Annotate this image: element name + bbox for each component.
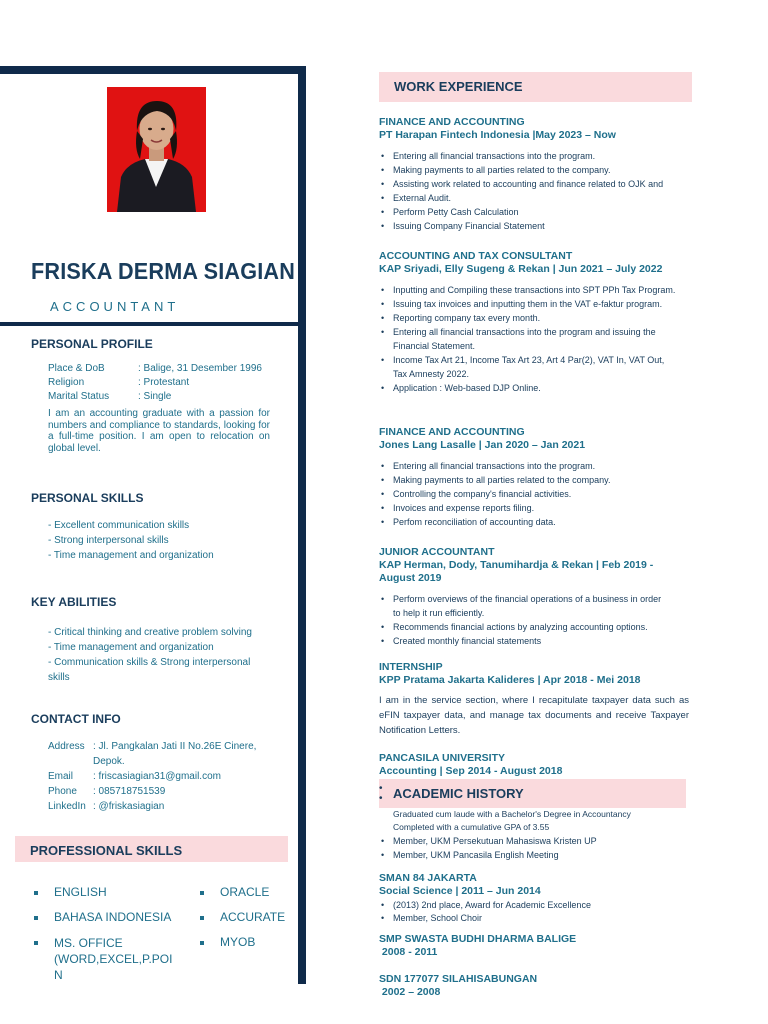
skill-item: ENGLISH (32, 885, 182, 910)
name-divider (0, 322, 298, 326)
job-duties (379, 283, 679, 395)
skill-item: ORACLE (198, 885, 293, 910)
profile-summary: I am an accounting graduate with a passion for numbers and compliance to standards, looking for a full-time position. I am open to relocation on global level. (48, 408, 270, 454)
square-bullet-icon (200, 891, 204, 895)
job-company: PT Harapan Fintech Indonesia |May 2023 – Now (379, 129, 616, 141)
professional-skills-col1 (32, 885, 182, 983)
job-title: FINANCE AND ACCOUNTING (379, 116, 525, 128)
list-item: • Entering all financial transactions into the program and issuing the Financial Statement. (379, 325, 679, 353)
list-item: - Time management and organization (48, 642, 214, 653)
school-title: SMAN 84 JAKARTA (379, 872, 477, 884)
school-title: SMP SWASTA BUDHI DHARMA BALIGE (379, 933, 577, 945)
skill-item: ACCURATE (198, 910, 293, 935)
job-duties (379, 459, 689, 529)
school-detail: 2008 - 2011 (379, 946, 438, 958)
list-item: • Reporting company tax every month. (379, 311, 679, 325)
job-role: ACCOUNTANT (50, 299, 180, 314)
professional-skills-col2 (198, 885, 293, 949)
list-item: - Excellent communication skills (48, 520, 190, 531)
contact-row-linkedin: LinkedIn : @friskasiagian (48, 801, 165, 812)
profile-photo (107, 87, 206, 212)
list-item: • Invoices and expense reports filing. (379, 501, 689, 515)
professional-skills-heading: PROFESSIONAL SKILLS (30, 843, 183, 858)
work-experience-heading: WORK EXPERIENCE (394, 79, 523, 94)
square-bullet-icon (34, 916, 38, 920)
academic-history-heading: ACADEMIC HISTORY (393, 786, 524, 801)
list-item: - Critical thinking and creative problem solving (48, 627, 252, 638)
internship-description: I am in the service section, where I recapitulate taxpayer data such as eFIN taxpayer data, and manage tax documents and receive Taxpayer Notification Letters. (379, 695, 689, 736)
profile-row: Religion : Protestant (48, 377, 190, 388)
list-item: • Perfom reconciliation of accounting data. (379, 515, 689, 529)
list-item: • Issuing Company Financial Statement (379, 219, 699, 233)
skill-item: MYOB (198, 935, 293, 949)
list-item: • Member, School Choir (379, 912, 679, 925)
list-item: - Strong interpersonal skills (48, 535, 169, 546)
school-detail: Social Science | 2011 – Jun 2014 (379, 885, 541, 897)
key-abilities-heading: KEY ABILITIES (31, 595, 117, 609)
job-entry (379, 116, 699, 233)
university-entry (379, 752, 689, 778)
job-company: KAP Sriyadi, Elly Sugeng & Rekan | Jun 2021 – July 2022 (379, 263, 663, 275)
list-item: • Making payments to all parties related to the company. (379, 473, 689, 487)
personal-profile-heading: PERSONAL PROFILE (31, 337, 153, 351)
personal-profile-details (48, 362, 278, 404)
list-item: • Making payments to all parties related to the company. (379, 163, 699, 177)
list-item: • (2013) 2nd place, Award for Academic Excellence (379, 899, 679, 912)
list-item: • Entering all financial transactions into the program. (379, 149, 699, 163)
job-entry (379, 426, 689, 529)
list-item: • Assisting work related to accounting and finance related to OJK and (379, 177, 699, 191)
junior-highschool-entry (379, 933, 679, 959)
list-item: • Controlling the company's financial activities. (379, 487, 689, 501)
personal-skills-heading: PERSONAL SKILLS (31, 491, 144, 505)
list-item: • Perform overviews of the financial operations of a business in order to help it run efficiently. (379, 592, 669, 620)
job-title: ACCOUNTING AND TAX CONSULTANT (379, 250, 573, 262)
highschool-entry (379, 872, 679, 925)
left-panel-right-bar (298, 66, 306, 984)
internship-entry (379, 661, 689, 738)
job-duties (379, 592, 669, 648)
full-name: FRISKA DERMA SIAGIAN (31, 258, 296, 284)
square-bullet-icon (200, 916, 204, 920)
university-activities (379, 834, 679, 862)
university-title: PANCASILA UNIVERSITY (379, 752, 506, 764)
contact-details (48, 739, 273, 814)
contact-row-email: Email : friscasiagian31@gmail.com (48, 771, 221, 782)
list-item: - Time management and organization (48, 550, 214, 561)
internship-title: INTERNSHIP (379, 661, 443, 673)
job-company: KAP Herman, Dody, Tanumihardja & Rekan | Feb 2019 - August 2019 (379, 559, 654, 584)
skill-item: BAHASA INDONESIA (32, 910, 182, 935)
profile-row: Place & DoB : Balige, 31 Desember 1996 (48, 363, 262, 374)
school-title: SDN 177077 SILAHISABUNGAN (379, 973, 538, 985)
list-item: • Application : Web-based DJP Online. (379, 381, 679, 395)
school-activities (379, 899, 679, 925)
list-item: • External Audit. (379, 191, 699, 205)
bullet-icon: • • (379, 783, 383, 804)
job-title: FINANCE AND ACCOUNTING (379, 426, 525, 438)
contact-row-address: Address : Jl. Pangkalan Jati II No.26E Cinere, Depok. (48, 741, 257, 767)
list-item: • Created monthly financial statements (379, 634, 669, 648)
job-duties (379, 149, 699, 233)
list-item: • Perform Petty Cash Calculation (379, 205, 699, 219)
square-bullet-icon (200, 941, 204, 945)
job-entry (379, 250, 679, 395)
square-bullet-icon (34, 891, 38, 895)
job-company: Jones Lang Lasalle | Jan 2020 – Jan 2021 (379, 439, 586, 451)
contact-info-heading: CONTACT INFO (31, 712, 121, 726)
list-item: • Member, UKM Persekutuan Mahasiswa Kristen UP (379, 834, 679, 848)
profile-row: Marital Status : Single (48, 391, 172, 402)
elementary-school-entry (379, 973, 679, 999)
school-detail: 2002 – 2008 (379, 986, 441, 998)
job-entry (379, 546, 679, 648)
key-abilities-list (48, 625, 274, 685)
list-item: • Issuing tax invoices and inputting them in the VAT e-faktur program. (379, 297, 679, 311)
list-item: • Member, UKM Pancasila English Meeting (379, 848, 679, 862)
list-item: • Inputting and Compiling these transactions into SPT PPh Tax Program. (379, 283, 679, 297)
list-item: - Communication skills & Strong interpersonal skills (48, 657, 251, 683)
internship-company: KPP Pratama Jakarta Kalideres | Apr 2018 - Mei 2018 (379, 674, 641, 686)
university-detail: Accounting | Sep 2014 - August 2018 (379, 765, 563, 777)
list-item: Graduated cum laude with a Bachelor's Degree in Accountancy Completed with a cumulative GPA of 3.55 (393, 809, 631, 832)
list-item: • Recommends financial actions by analyzing accounting options. (379, 620, 669, 634)
skill-item: MS. OFFICE (WORD,EXCEL,P.POIN (32, 935, 182, 983)
square-bullet-icon (34, 941, 38, 945)
university-achievements (379, 808, 679, 862)
list-item: • Entering all financial transactions into the program. (379, 459, 689, 473)
job-title: JUNIOR ACCOUNTANT (379, 546, 495, 558)
left-panel-top-bar (0, 66, 306, 74)
contact-row-phone: Phone : 085718751539 (48, 786, 166, 797)
list-item: • Income Tax Art 21, Income Tax Art 23, Art 4 Par(2), VAT In, VAT Out, Tax Amnesty 2022. (379, 353, 679, 381)
personal-skills-list (48, 518, 288, 563)
